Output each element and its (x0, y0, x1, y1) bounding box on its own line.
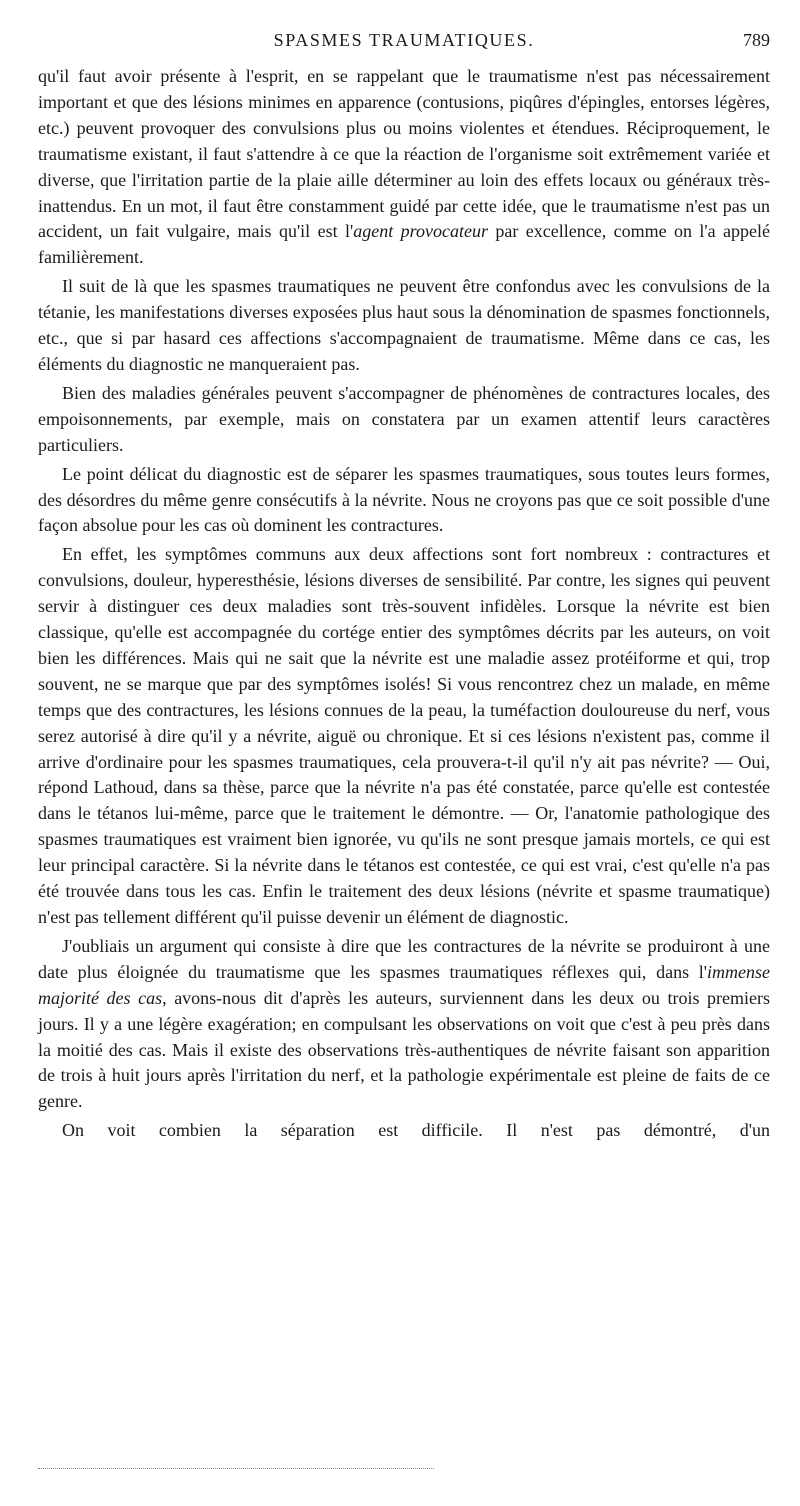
paragraph-6-italic: immense majorité des cas (38, 961, 770, 1008)
page-number: 789 (743, 30, 770, 50)
paragraph-6 (38, 934, 770, 1115)
paragraph-5 (38, 542, 770, 931)
page-header (38, 30, 770, 56)
paragraph-3 (38, 381, 770, 459)
paragraph-1-text-end: par excellence, comme on l'a appelé familièrement. (38, 221, 771, 268)
paragraph-4 (38, 462, 770, 540)
paragraph-4-text: Le point délicat du diagnostic est de séparer les spasmes traumatiques, sous toutes leurs formes, des désordres du même genre consécutifs à la névrite. Nous ne croyons pas que ce soit possible d'une façon absolue pour les cas où dominent les contractures. (38, 463, 770, 536)
footer-rule (38, 1468, 434, 1469)
paragraph-2-text: Il suit de là que les spasmes traumatiques ne peuvent être confondus avec les convulsions de la tétanie, les manifestations diverses exposées plus haut sous la dénomination de spasmes fonctionnels, etc., que si par hasard ces affections s'accompagnaient de traumatisme. Même dans ce cas, les éléments du diagnostic ne manqueraient pas. (38, 276, 770, 374)
paragraph-1 (38, 64, 770, 271)
paragraph-6-text: J'oubliais un argument qui consiste à dire que les contractures de la névrite se produiront à une date plus éloignée du traumatisme que les spasmes traumatiques réflexes qui, dans l' (38, 935, 770, 982)
paragraph-1-italic: agent provocateur (353, 221, 488, 242)
paragraph-3-text: Bien des maladies générales peuvent s'accompagner de phénomènes de contractures locales, des empoisonnements, par exemple, mais on constatera par un examen attentif leurs caractères particuliers. (38, 382, 770, 455)
paragraph-7 (38, 1118, 770, 1144)
paragraph-2 (38, 274, 770, 378)
text-body (38, 64, 770, 1144)
paragraph-6-text-end: , avons-nous dit d'après les auteurs, surviennent dans les deux ou trois premiers jours. Il y a une légère exagération; en compulsant les observations on voit que c'est à peu près dans la moitié des cas. Mais il existe des observations très-authentiques de névrite faisant son apparition de trois à huit jours après l'irritation du nerf, et la pathologie expérimentale est pleine de faits de ce genre. (38, 987, 771, 1112)
paragraph-5-text: En effet, les symptômes communs aux deux affections sont fort nombreux : contractures et convulsions, douleur, hyperesthésie, lésions diverses de sensibilité. Par contre, les signes qui peuvent servir à distinguer ces deux maladies sont très-souvent infidèles. Lorsque la névrite est bien classique, qu'elle est accompagnée du cortége entier des symptômes décrits par les auteurs, on voit bien les différences. Mais qui ne sait que la névrite est une maladie assez protéiforme et qui, trop souvent, ne se marque que par des symptômes isolés! Si vous rencontrez chez un malade, en même temps que des contractures, les lésions connues de la peau, la tuméfaction douloureuse du nerf, vous serez autorisé à dire qu'il y a névrite, aiguë ou chronique. Et si ces lésions n'existent pas, comme il arrive d'ordinaire pour les spasmes traumatiques, cela prouvera-t-il qu'il n'y ait pas névrite? — Oui, répond Lathoud, dans sa thèse, parce que la névrite n'a pas été constatée, parce qu'elle est contestée dans le tétanos lui-même, parce que le traitement le démontre. — Or, l'anatomie pathologique des spasmes traumatiques est vraiment bien ignorée, vu qu'ils ne sont presque jamais mortels, ce qui est leur principal caractère. Si la névrite dans le tétanos est contestée, ce qui est vrai, c'est qu'elle n'a pas été trouvée dans tous les cas. Enfin le traitement des deux lésions (névrite et spasme traumatique) n'est pas tellement différent qu'il puisse devenir un élément de diagnostic. (38, 544, 770, 927)
running-title: SPASMES TRAUMATIQUES. (273, 30, 535, 50)
paragraph-7-text: On voit combien la séparation est difficile. Il n'est pas démontré, d'un (62, 1120, 770, 1141)
paragraph-1-text: qu'il faut avoir présente à l'esprit, en se rappelant que le traumatisme n'est pas nécessairement important et que des lésions minimes en apparence (contusions, piqûres d'épingles, entorses légères, etc.) peuvent provoquer des convulsions plus ou moins violentes et étendues. Réciproquement, le traumatisme existant, il faut s'attendre à ce que la réaction de l'organisme soit extrêmement variée et diverse, que l'irritation partie de la plaie aille déterminer au loin des effets locaux ou généraux très-inattendus. En un mot, il faut être constamment guidé par cette idée, que le traumatisme n'est pas un accident, un fait vulgaire, mais qu'il est l' (38, 66, 770, 242)
